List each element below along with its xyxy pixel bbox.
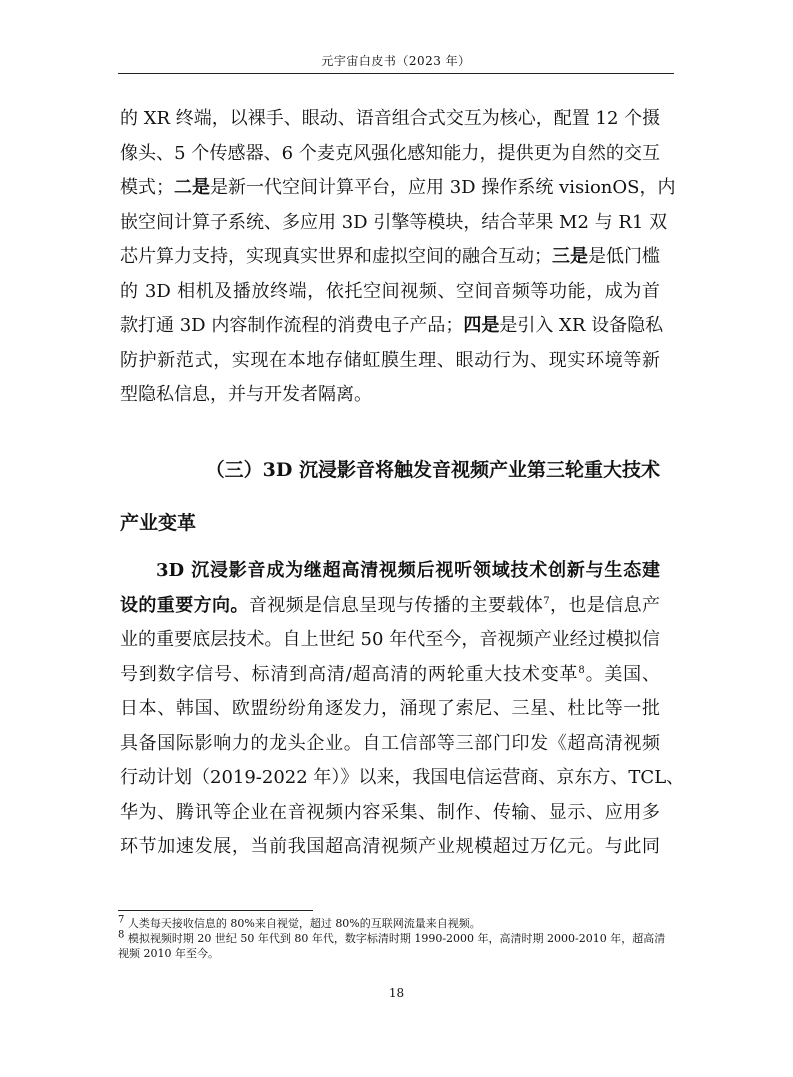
paragraph-line (120, 240, 660, 275)
footnote-reference-8[interactable]: 8 (578, 664, 585, 676)
paragraph-line: 日本、韩国、欧盟纷纷角逐发力，涌现了索尼、三星、杜比等一批 (120, 698, 660, 719)
paragraph-line: 具备国际影响力的龙头企业。自工信部等三部门印发《超高清视频 (120, 732, 660, 754)
paragraph-line-segment: 芯片算力支持，实现真实世界和虚拟空间的融合互动； (120, 246, 552, 267)
footnote-separator (118, 910, 313, 911)
bold-enumerator: 三是 (552, 246, 588, 267)
footnote-8-continued: 视频 2010 年至今。 (118, 947, 219, 960)
paragraph-line-segment: 音视频是信息呈现与传播的主要载体 (248, 594, 544, 616)
paragraph-line-segment: 号到数字信号、标清到高清/超高清的两轮重大技术变革 (120, 663, 579, 685)
paragraph-1 (120, 102, 676, 413)
paragraph-2 (120, 554, 685, 865)
paragraph-line: 3D 沉浸影音成为继超高清视频后视听领域技术创新与生态建 (156, 560, 660, 581)
footnote-8 (118, 931, 674, 946)
paragraph-line (120, 658, 660, 693)
bold-enumerator: 四是 (463, 315, 500, 336)
paragraph-line: 行动计划（2019-2022 年）》以来，我国电信运营商、京东方、TCL、 (120, 767, 685, 788)
paragraph-line-segment: 模式； (120, 177, 174, 198)
paragraph-line: 环节加速发展，当前我国超高清视频产业规模超过万亿元。与此同 (120, 836, 660, 857)
paragraph-line (120, 171, 676, 206)
footnote-7 (118, 916, 674, 931)
paragraph-line: 华为、腾讯等企业在音视频内容采集、制作、传输、显示、应用多 (120, 801, 660, 823)
paragraph-line: 嵌空间计算子系统、多应用 3D 引擎等模块，结合苹果 M2 与 R1 双 (120, 211, 668, 233)
paragraph-line-segment: ，也是信息产 (549, 594, 661, 616)
header-rule (118, 73, 674, 74)
footnote-mark: 7 (118, 914, 125, 926)
paragraph-line-segment: 是新一代空间计算平台，应用 3D 操作系统 visionOS，内 (210, 177, 676, 198)
paragraph-line: 防护新范式，实现在本地存储虹膜生理、眼动行为、现实环境等新 (120, 349, 660, 371)
footnotes (118, 916, 674, 961)
footnote-text: 人类每天接收信息的 80%来自视觉，超过 80%的互联网流量来自视频。 (124, 917, 481, 930)
bold-lead-text: 设的重要方向。 (120, 594, 249, 616)
bold-enumerator: 二是 (174, 177, 210, 198)
running-header: 元宇宙白皮书（2023 年） (321, 54, 471, 68)
footnote-mark: 8 (118, 929, 125, 941)
paragraph-line-segment: 是引入 XR 设备隐私 (499, 315, 664, 336)
paragraph-line (120, 589, 660, 624)
paragraph-line-segment: 。美国、 (584, 663, 660, 685)
section-heading-line-2: 产业变革 (120, 512, 197, 534)
paragraph-line-segment: 是低门槛 (588, 246, 660, 267)
paragraph-line: 像头、5 个传感器、6 个麦克风强化感知能力，提供更为自然的交互 (120, 142, 660, 164)
paragraph-line: 的 3D 相机及播放终端，依托空间视频、空间音频等功能，成为首 (120, 280, 660, 302)
footnote-reference-7[interactable]: 7 (543, 595, 550, 607)
paragraph-line: 型隐私信息，并与开发者隔离。 (120, 384, 372, 405)
footnote-text: 模拟视频时期 20 世纪 50 年代到 80 年代，数字标清时期 1990-2000 年，高清时期 2000-2010 年，超高清 (124, 932, 666, 945)
paragraph-line: 的 XR 终端，以裸手、眼动、语音组合式交互为核心，配置 12 个摄 (120, 108, 661, 129)
paragraph-line-segment: 款打通 3D 内容制作流程的消费电子产品； (120, 315, 464, 336)
paragraph-line: 业的重要底层技术。自上世纪 50 年代至今，音视频产业经过模拟信 (120, 629, 660, 650)
paragraph-line (120, 309, 664, 344)
section-heading-line-1: （三）3D 沉浸影音将触发音视频产业第三轮重大技术 (205, 459, 660, 481)
page-number: 18 (388, 986, 405, 1000)
